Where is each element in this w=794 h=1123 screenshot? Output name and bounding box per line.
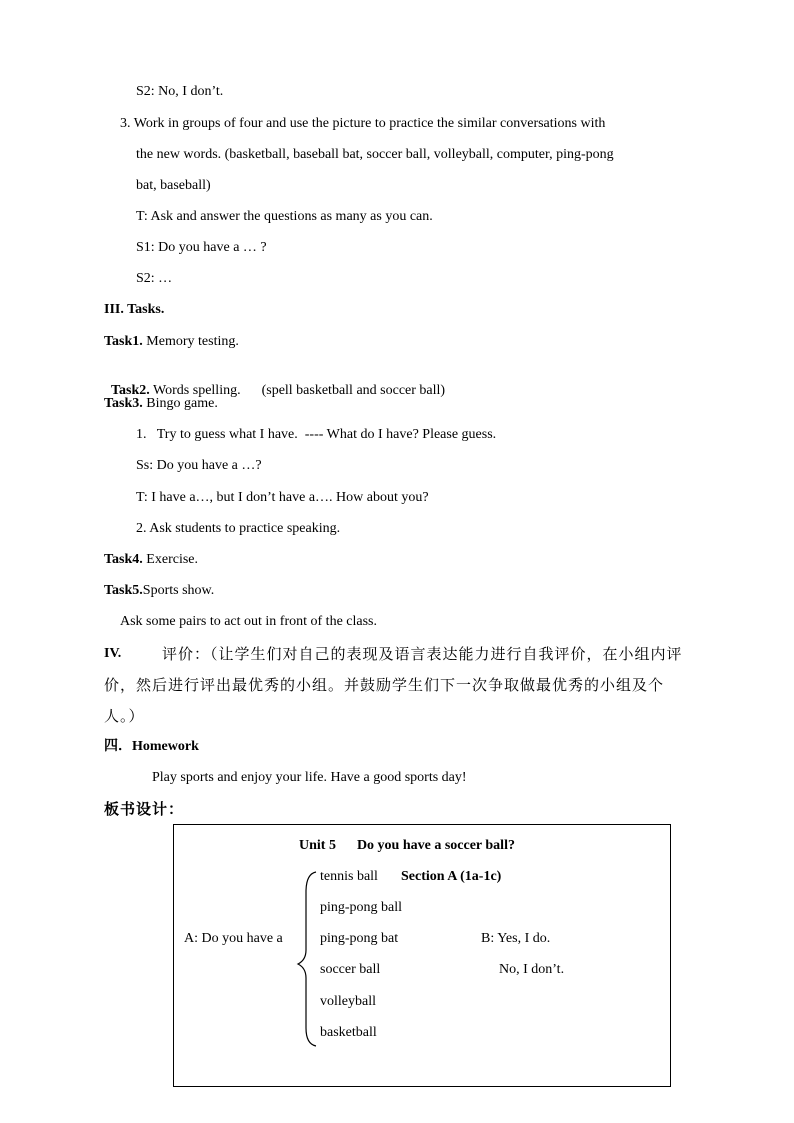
- step3-s1-line: S1: Do you have a … ?: [136, 240, 267, 255]
- board-design-box: [173, 824, 671, 1087]
- board-item-ping-pong-ball: ping-pong ball: [320, 900, 403, 915]
- task3-teacher-line: T: I have a…, but I don’t have a…. How about you?: [136, 490, 429, 505]
- task4-text: Exercise.: [142, 552, 198, 567]
- board-section: Section A (1a-1c): [401, 869, 502, 884]
- task3-ss-line: Ss: Do you have a …?: [136, 458, 262, 473]
- board-item-volleyball: volleyball: [320, 994, 376, 1009]
- step3-teacher-line: T: Ask and answer the questions as many as you can.: [136, 209, 433, 224]
- task1: [104, 333, 239, 351]
- evaluation-line-1: 评价：（让学生们对自己的表现及语言表达能力进行自我评价，在小组内评: [162, 645, 683, 663]
- tasks-heading: III. Tasks.: [104, 302, 165, 317]
- task3-item-2: 2. Ask students to practice speaking.: [136, 521, 341, 536]
- board-item-ping-pong-bat: ping-pong bat: [320, 931, 399, 946]
- task3-label: Task3.: [104, 396, 143, 411]
- task2-text: Words spelling. (spell basketball and soccer ball): [149, 383, 446, 398]
- task5: [104, 582, 214, 600]
- task5-description: Ask some pairs to act out in front of the class.: [120, 614, 378, 629]
- step3-line-3: bat, baseball): [136, 178, 211, 193]
- evaluation-label: IV.: [104, 646, 122, 661]
- task2-label: Task2.: [111, 383, 150, 398]
- board-answer-no: No, I don’t.: [499, 962, 565, 977]
- board-answer-yes: B: Yes, I do.: [481, 931, 551, 946]
- evaluation-line-2: 价，然后进行评出最优秀的小组。并鼓励学生们下一次争取做最优秀的小组及个: [104, 676, 665, 694]
- task3-item-1: 1. Try to guess what I have. ---- What do I have? Please guess.: [136, 427, 497, 442]
- dialogue-line-s2: S2: No, I don’t.: [136, 84, 224, 99]
- board-title: Unit 5 Do you have a soccer ball?: [299, 838, 515, 853]
- evaluation-line-3: 人。）: [104, 707, 145, 725]
- step3-line-1: 3. Work in groups of four and use the picture to practice the similar conversations with: [120, 116, 606, 131]
- board-heading: 板书设计：: [104, 800, 185, 818]
- board-item-tennis-ball: tennis ball: [320, 869, 378, 884]
- board-item-basketball: basketball: [320, 1025, 377, 1040]
- brace-icon: [296, 868, 322, 1048]
- task5-text: Sports show.: [142, 583, 215, 598]
- board-question: A: Do you have a: [184, 931, 283, 946]
- task5-label: Task5.: [104, 583, 143, 598]
- homework-heading: 四．Homework: [104, 739, 199, 754]
- step3-line-2: the new words. (basketball, baseball bat, soccer ball, volleyball, computer, ping-pong: [136, 147, 614, 162]
- step3-s2-line: S2: …: [136, 271, 173, 286]
- task4: [104, 551, 198, 569]
- board-item-soccer-ball: soccer ball: [320, 962, 381, 977]
- task3-text: Bingo game.: [142, 396, 218, 411]
- task3: [104, 395, 218, 413]
- task1-label: Task1.: [104, 334, 143, 349]
- task1-text: Memory testing.: [142, 334, 239, 349]
- task4-label: Task4.: [104, 552, 143, 567]
- homework-text: Play sports and enjoy your life. Have a good sports day!: [152, 770, 467, 785]
